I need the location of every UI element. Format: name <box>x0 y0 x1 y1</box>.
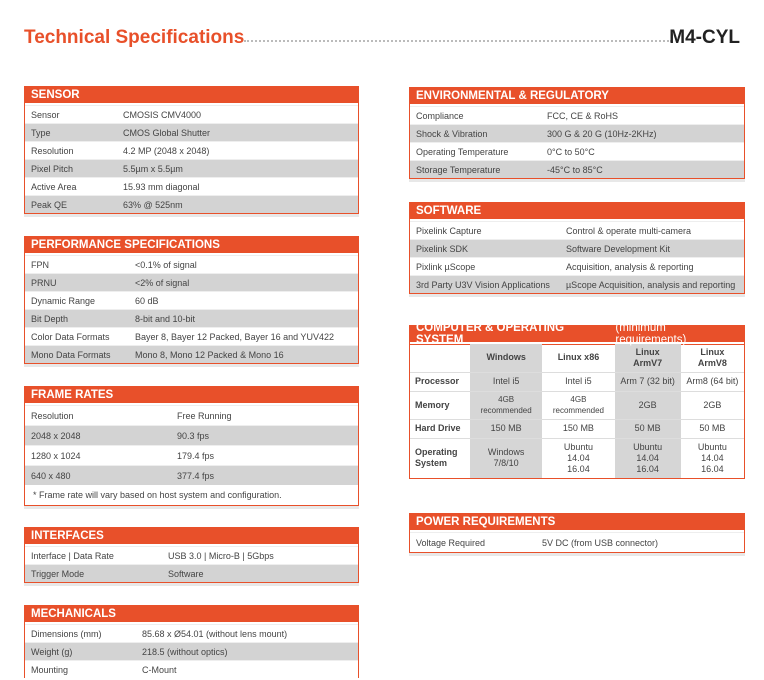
os-cell: 50 MB <box>615 419 681 438</box>
spec-label: Compliance <box>416 110 464 121</box>
interfaces-header: INTERFACES <box>25 527 358 546</box>
spec-row <box>410 106 744 124</box>
spec-label: Storage Temperature <box>416 164 501 175</box>
spec-value: 15.93 mm diagonal <box>123 181 200 192</box>
spec-value: µScope Acquisition, analysis and reporting <box>566 279 736 290</box>
spec-value: 300 G & 20 G (10Hz-2KHz) <box>547 128 657 139</box>
environmental-rows <box>410 106 744 178</box>
spec-value: USB 3.0 | Micro-B | 5Gbps <box>168 550 274 561</box>
os-cell: 2GB <box>615 391 681 419</box>
spec-row <box>25 445 358 465</box>
computer-section <box>409 321 745 479</box>
os-cell: 50 MB <box>699 423 726 433</box>
spec-label: Resolution <box>31 410 74 421</box>
spec-row <box>410 160 744 178</box>
spec-row <box>410 532 744 552</box>
mechanicals-rows <box>25 624 358 678</box>
os-column-linux-armv7 <box>615 344 681 372</box>
spec-value: Acquisition, analysis & reporting <box>566 261 694 272</box>
spec-row <box>25 159 358 177</box>
spec-label: 640 x 480 <box>31 470 71 481</box>
spec-label: 1280 x 1024 <box>31 450 81 461</box>
spec-label: PRNU <box>31 277 57 288</box>
spec-row <box>410 239 744 257</box>
spec-row <box>25 465 358 485</box>
mechanicals-section <box>24 605 359 678</box>
spec-value: Free Running <box>177 410 232 421</box>
model-name: M4-CYL <box>669 27 740 48</box>
spec-label: Interface | Data Rate <box>31 550 114 561</box>
mechanicals-header: MECHANICALS <box>25 605 358 624</box>
spec-value: CMOSIS CMV4000 <box>123 109 202 120</box>
spec-value: 0°C to 50°C <box>547 146 595 157</box>
spec-row <box>25 546 358 564</box>
frame-rates-rows <box>25 405 358 485</box>
spec-row <box>25 624 358 642</box>
spec-label: 3rd Party U3V Vision Applications <box>416 279 550 290</box>
environmental-header: ENVIRONMENTAL & REGULATORY <box>410 87 744 106</box>
spec-label: Active Area <box>31 181 77 192</box>
os-cell-text: 4GB recommended <box>552 395 604 415</box>
page-title: Technical Specifications <box>24 27 245 48</box>
spec-row <box>410 257 744 275</box>
spec-label: Pixlink µScope <box>416 261 476 272</box>
os-cell: Intel i5 <box>565 376 592 386</box>
spec-label: Bit Depth <box>31 313 69 324</box>
os-cell-text: Windows 7/8/10 <box>487 447 525 469</box>
spec-value: 4.2 MP (2048 x 2048) <box>123 145 210 156</box>
spec-row <box>25 123 358 141</box>
spec-row <box>25 255 358 273</box>
sensor-section <box>24 86 359 214</box>
spec-label: Peak QE <box>31 199 68 210</box>
spec-label: Voltage Required <box>416 537 486 548</box>
performance-section <box>24 236 359 364</box>
spec-value: C-Mount <box>142 664 177 675</box>
os-cell <box>470 391 542 419</box>
power-section <box>409 513 745 553</box>
os-requirements-table <box>410 344 744 478</box>
frame-rate-note: * Frame rate will vary based on host system and configuration. <box>33 490 282 500</box>
spec-value: 5.5µm x 5.5µm <box>123 163 183 174</box>
os-column-linux-x86: Linux x86 <box>557 352 600 363</box>
spec-value: Software <box>168 568 204 579</box>
spec-row <box>25 642 358 660</box>
frame-rates-header: FRAME RATES <box>25 386 358 405</box>
spec-value: 377.4 fps <box>177 470 215 481</box>
spec-value: Bayer 8, Bayer 12 Packed, Bayer 16 and YUV422 <box>135 331 334 342</box>
computer-title: COMPUTER & OPERATING SYSTEM <box>416 321 565 346</box>
spec-row <box>25 564 358 582</box>
os-row-label <box>410 438 470 478</box>
environmental-section <box>409 87 745 179</box>
os-cell: Intel i5 <box>470 372 542 391</box>
sensor-header: SENSOR <box>25 86 358 105</box>
spec-value: -45°C to 85°C <box>547 164 603 175</box>
performance-header: PERFORMANCE SPECIFICATIONS <box>25 236 358 255</box>
spec-label: Color Data Formats <box>31 331 110 342</box>
os-cell-text: 4GB recommended <box>480 395 532 415</box>
spec-label: Operating Temperature <box>416 146 509 157</box>
software-header: SOFTWARE <box>410 202 744 221</box>
software-rows <box>410 221 744 293</box>
os-table-header-row <box>410 344 744 372</box>
os-cell <box>615 438 681 478</box>
computer-subtitle: (minimum requirements) <box>615 321 687 346</box>
power-rows <box>410 532 744 552</box>
os-cell-text: Ubuntu 14.04 16.04 <box>697 441 727 474</box>
os-column-linux-armv7-label: Linux ArmV7 <box>633 346 663 368</box>
power-header: POWER REQUIREMENTS <box>410 513 744 532</box>
spec-label: Dynamic Range <box>31 295 96 306</box>
os-column-linux-armv8-label: Linux ArmV8 <box>697 346 727 368</box>
spec-label: Weight (g) <box>31 646 73 657</box>
spec-row <box>25 273 358 291</box>
spec-value: 85.68 x Ø54.01 (without lens mount) <box>142 628 288 639</box>
spec-row <box>25 660 358 678</box>
spec-label: Pixel Pitch <box>31 163 74 174</box>
spec-label: Shock & Vibration <box>416 128 488 139</box>
spec-row <box>410 142 744 160</box>
os-row-hard-drive <box>410 419 744 438</box>
spec-row <box>25 195 358 213</box>
spec-row <box>25 309 358 327</box>
os-cell-text: Ubuntu 14.04 16.04 <box>633 441 663 474</box>
spec-row <box>25 105 358 123</box>
spec-row <box>410 221 744 239</box>
spec-value: <0.1% of signal <box>135 259 197 270</box>
sensor-rows <box>25 105 358 213</box>
spec-label: Trigger Mode <box>31 568 85 579</box>
spec-label: Dimensions (mm) <box>31 628 102 639</box>
spec-label: FPN <box>31 259 49 270</box>
os-cell <box>470 438 542 478</box>
os-row-label: Memory <box>415 399 450 410</box>
spec-label: Sensor <box>31 109 60 120</box>
software-section <box>409 202 745 294</box>
os-cell <box>542 438 614 478</box>
spec-row <box>25 327 358 345</box>
spec-value: 5V DC (from USB connector) <box>542 537 659 548</box>
spec-value: CMOS Global Shutter <box>123 127 211 138</box>
spec-value: Mono 8, Mono 12 Packed & Mono 16 <box>135 349 284 360</box>
spec-value: <2% of signal <box>135 277 190 288</box>
spec-row <box>410 275 744 293</box>
performance-rows <box>25 255 358 363</box>
spec-value: 179.4 fps <box>177 450 215 461</box>
spec-row <box>25 141 358 159</box>
os-cell <box>542 391 614 419</box>
spec-label: Pixelink Capture <box>416 225 482 236</box>
os-column-windows: Windows <box>470 344 542 372</box>
os-row-memory <box>410 391 744 419</box>
os-cell <box>681 438 744 478</box>
spec-value: 63% @ 525nm <box>123 199 183 210</box>
os-cell: Arm8 (64 bit) <box>686 376 739 386</box>
spec-row <box>410 124 744 142</box>
spec-value: Control & operate multi-camera <box>566 225 692 236</box>
os-table-corner <box>410 344 470 372</box>
os-column-linux-armv8 <box>681 344 744 372</box>
os-cell: 2GB <box>703 399 722 410</box>
spec-row <box>25 291 358 309</box>
spec-label: 2048 x 2048 <box>31 430 81 441</box>
spec-row <box>25 345 358 363</box>
spec-row <box>25 425 358 445</box>
os-cell: 150 MB <box>470 419 542 438</box>
spec-label: Mounting <box>31 664 69 675</box>
os-row-operating-system <box>410 438 744 478</box>
os-row-label: Hard Drive <box>415 423 461 433</box>
title-dotted-leader <box>244 40 672 42</box>
spec-value: FCC, CE & RoHS <box>547 110 619 121</box>
os-row-processor <box>410 372 744 391</box>
spec-label: Mono Data Formats <box>31 349 111 360</box>
spec-value: 60 dB <box>135 295 159 306</box>
spec-value: Software Development Kit <box>566 243 671 254</box>
frame-rates-section <box>24 386 359 506</box>
computer-header <box>410 321 744 346</box>
os-cell: Arm 7 (32 bit) <box>615 372 681 391</box>
spec-row <box>25 405 358 425</box>
interfaces-rows <box>25 546 358 582</box>
spec-row <box>25 177 358 195</box>
spec-value: 90.3 fps <box>177 430 210 441</box>
os-cell: 150 MB <box>562 423 594 433</box>
os-row-label-text: Operating System <box>415 447 458 469</box>
interfaces-section <box>24 527 359 583</box>
spec-value: 8-bit and 10-bit <box>135 313 196 324</box>
os-cell-text: Ubuntu 14.04 16.04 <box>563 441 593 474</box>
spec-label: Type <box>31 127 51 138</box>
os-row-label: Processor <box>415 376 460 386</box>
spec-label: Pixelink SDK <box>416 243 469 254</box>
spec-label: Resolution <box>31 145 74 156</box>
spec-value: 218.5 (without optics) <box>142 646 228 657</box>
